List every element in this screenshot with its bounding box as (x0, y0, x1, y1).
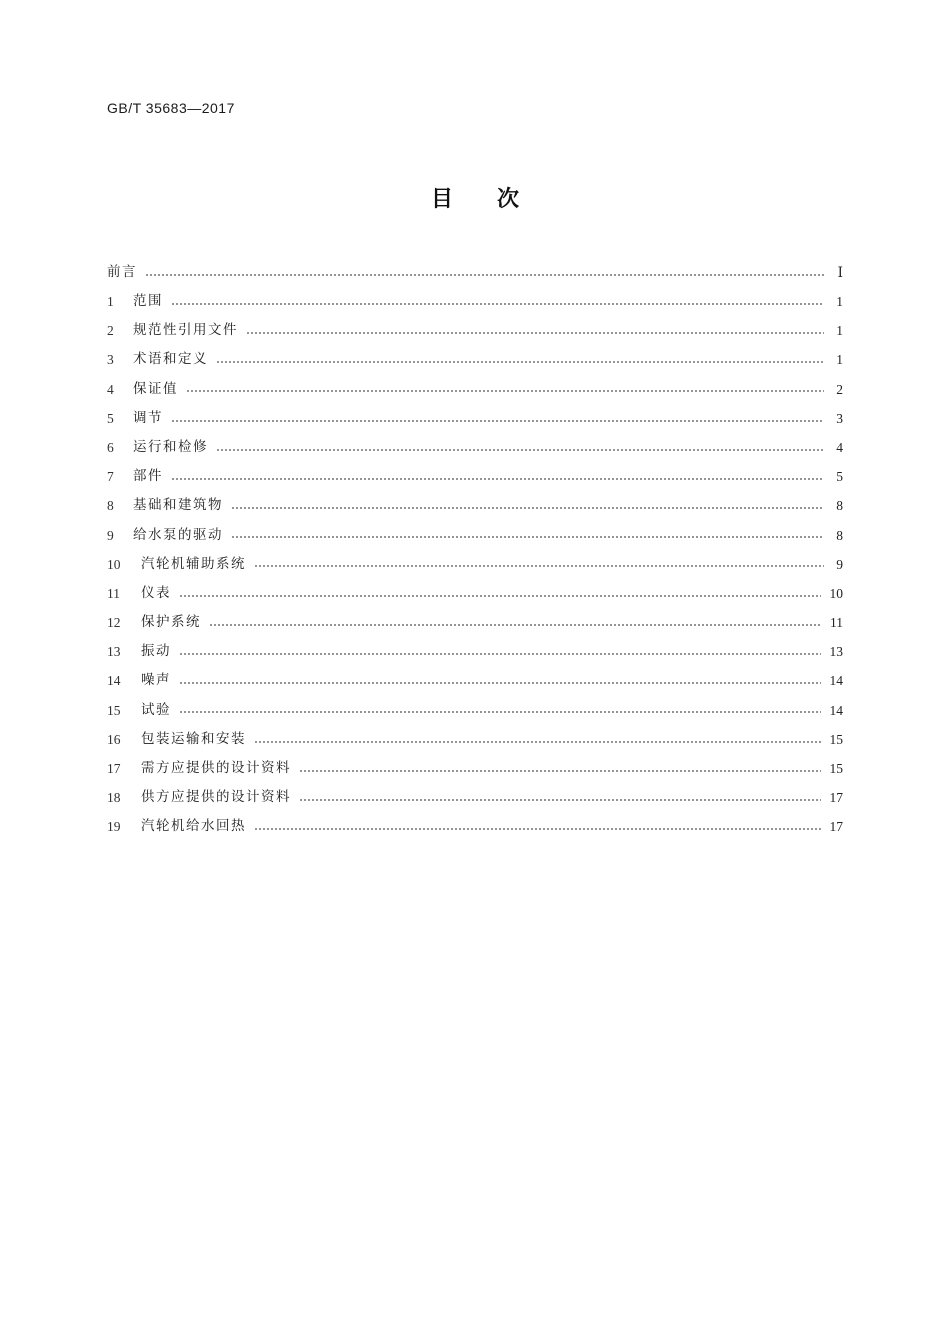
toc-entry-2[interactable] (107, 316, 843, 345)
toc-entry-page: 2 (836, 381, 843, 397)
toc-entry-19[interactable] (107, 813, 843, 842)
toc-entry-6[interactable] (107, 433, 843, 462)
toc-entry-label: 部件 (133, 468, 163, 485)
toc-leader-dots (254, 565, 824, 567)
toc-leader-dots (186, 390, 824, 392)
toc-entry-label: 仪表 (141, 584, 171, 601)
toc-entry-page: 17 (829, 819, 843, 835)
toc-entry-number: 10 (107, 556, 121, 572)
toc-entry-label: 振动 (141, 643, 171, 660)
toc-leader-dots (299, 799, 821, 801)
toc-entry-page: 1 (836, 352, 843, 368)
toc-entry-number: 15 (107, 702, 121, 718)
toc-entry-label: 试验 (141, 701, 171, 718)
toc-entry-page: 1 (836, 323, 843, 339)
toc-leader-dots (179, 711, 821, 713)
toc-entry-page: 4 (836, 439, 843, 455)
toc-leader-dots (179, 595, 821, 597)
toc-entry-17[interactable] (107, 754, 843, 783)
toc-entry-label: 术语和定义 (133, 351, 208, 368)
toc-leader-dots (299, 770, 821, 772)
toc-entry-12[interactable] (107, 608, 843, 637)
toc-entry-number: 8 (107, 498, 114, 514)
toc-entry-5[interactable] (107, 404, 843, 433)
toc-entry-label: 噪声 (141, 672, 171, 689)
toc-entry-label: 汽轮机辅助系统 (141, 555, 246, 572)
toc-entry-label: 基础和建筑物 (133, 497, 223, 514)
toc-entry-page: 13 (829, 644, 843, 660)
toc-entry-16[interactable] (107, 725, 843, 754)
toc-entry-1[interactable] (107, 287, 843, 316)
toc-entry-page: 15 (829, 731, 843, 747)
toc-entry-label: 包装运输和安装 (141, 730, 246, 747)
toc-entry-page: 1 (836, 294, 843, 310)
toc-entry-label: 运行和检修 (133, 438, 208, 455)
toc-entry-9[interactable] (107, 521, 843, 550)
toc-entry-number: 18 (107, 790, 121, 806)
toc-entry-3[interactable] (107, 346, 843, 375)
toc-entry-number: 13 (107, 644, 121, 660)
toc-entry-label: 供方应提供的设计资料 (141, 789, 291, 806)
toc-entry-10[interactable] (107, 550, 843, 579)
toc-entry-15[interactable] (107, 696, 843, 725)
toc-entry-number: 9 (107, 527, 114, 543)
toc-entry-label: 调节 (133, 409, 163, 426)
toc-leader-dots (231, 507, 824, 509)
toc-entry-number: 16 (107, 731, 121, 747)
toc-leader-dots (171, 303, 824, 305)
toc-leader-dots (216, 449, 824, 451)
toc-entry-18[interactable] (107, 783, 843, 812)
toc-entry-page: 11 (830, 615, 843, 631)
toc-entry-page: 14 (829, 673, 843, 689)
toc-entry-page: 5 (836, 469, 843, 485)
toc-leader-dots (209, 624, 821, 626)
toc-entry-number: 4 (107, 381, 114, 397)
toc-entry-page: 10 (829, 585, 843, 601)
toc-entry-label: 保护系统 (141, 614, 201, 631)
toc-entry-page: 15 (829, 761, 843, 777)
toc-leader-dots (179, 682, 821, 684)
toc-entry-page: 17 (829, 790, 843, 806)
toc-leader-dots (216, 361, 824, 363)
toc-entry-4[interactable] (107, 375, 843, 404)
toc-entry-page: 3 (836, 410, 843, 426)
toc-leader-dots (254, 828, 821, 830)
toc-leader-dots (231, 536, 824, 538)
toc-entry-label: 需方应提供的设计资料 (141, 760, 291, 777)
toc-entry-page: 14 (829, 702, 843, 718)
toc-entry-number: 3 (107, 352, 114, 368)
toc-entry-page: Ⅰ (837, 264, 843, 280)
toc-entry-number: 19 (107, 819, 121, 835)
toc-entry-7[interactable] (107, 462, 843, 491)
toc-entry-number: 2 (107, 323, 114, 339)
toc-entry-13[interactable] (107, 637, 843, 666)
toc-leader-dots (145, 274, 824, 276)
toc-entry-label: 给水泵的驱动 (133, 526, 223, 543)
toc-entry-page: 9 (836, 556, 843, 572)
toc-entry-number: 6 (107, 439, 114, 455)
toc-title: 目次 (430, 187, 563, 212)
toc-entry-number: 1 (107, 294, 114, 310)
toc-entry-number: 7 (107, 469, 114, 485)
toc-leader-dots (246, 332, 824, 334)
table-of-contents (107, 258, 843, 842)
toc-entry-8[interactable] (107, 492, 843, 521)
toc-leader-dots (254, 741, 821, 743)
toc-entry-number: 14 (107, 673, 121, 689)
toc-entry-page: 8 (836, 498, 843, 514)
toc-entry-number: 17 (107, 761, 121, 777)
toc-entry-number: 11 (107, 585, 120, 601)
toc-entry-11[interactable] (107, 579, 843, 608)
toc-entry-number: 12 (107, 615, 121, 631)
toc-entry-foreword[interactable] (107, 258, 843, 287)
toc-leader-dots (179, 653, 821, 655)
toc-entry-page: 8 (836, 527, 843, 543)
toc-entry-14[interactable] (107, 667, 843, 696)
toc-entry-label: 范围 (133, 293, 163, 310)
toc-entry-label: 规范性引用文件 (133, 322, 238, 339)
toc-leader-dots (171, 420, 824, 422)
toc-entry-label: 保证值 (133, 380, 178, 397)
toc-entry-label: 前言 (107, 263, 137, 280)
standard-code: GB/T 35683—2017 (107, 100, 235, 116)
toc-leader-dots (171, 478, 824, 480)
toc-entry-label: 汽轮机给水回热 (141, 818, 246, 835)
toc-entry-number: 5 (107, 410, 114, 426)
